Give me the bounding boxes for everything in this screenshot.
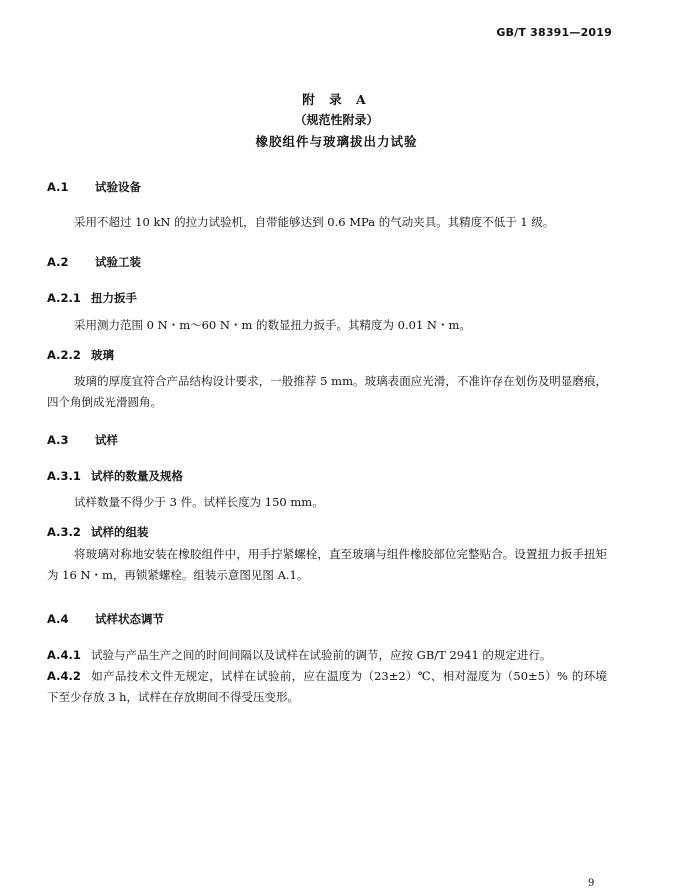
- section-title: 试验工装: [95, 255, 141, 269]
- section-heading-a22: [47, 347, 114, 363]
- paragraph-a1: 采用不超过 10 kN 的拉力试验机，自带能够达到 0.6 MPa 的气动夹具。其精度不低于 1 级。: [74, 215, 555, 229]
- section-number: A.2.1: [47, 291, 81, 305]
- section-heading-a21: [47, 290, 137, 306]
- section-title: 试样: [95, 433, 118, 447]
- section-number: A.4: [47, 612, 69, 626]
- paragraph-a22: 玻璃的厚度宜符合产品结构设计要求，一般推荐 5 mm。玻璃表面应光滑，不准许存在划伤及明显磨痕，四个角倒成光滑圆角。: [47, 374, 607, 409]
- section-number: A.3.1: [47, 469, 81, 483]
- section-heading-a31: [47, 468, 183, 484]
- section-heading-a1: [47, 179, 141, 195]
- annex-type: （规范性附录）: [294, 113, 379, 127]
- clause-text: 如产品技术文件无规定，试样在试验前，应在温度为（23±2）℃、相对湿度为（50±5）% 的环境下至少存放 3 h，试样在存放期间不得受压变形。: [47, 669, 607, 704]
- section-number: A.3.2: [47, 525, 81, 539]
- clause-text: 试验与产品生产之间的时间间隔以及试样在试验前的调节，应按 GB/T 2941 的规定进行。: [91, 648, 552, 662]
- section-title: 试样的数量及规格: [91, 469, 183, 483]
- standard-number: GB/T 38391—2019: [496, 26, 612, 39]
- paragraph-a32: 将玻璃对称地安装在橡胶组件中，用手拧紧螺栓，直至玻璃与组件橡胶部位完整贴合。设置扭力扳手扭矩为 16 N・m，再锁紧螺栓。组装示意图见图 A.1。: [47, 547, 607, 582]
- section-heading-a2: [47, 254, 141, 270]
- paragraph-a21: 采用测力范围 0 N・m～60 N・m 的数显扭力扳手。其精度为 0.01 N・m。: [74, 318, 471, 332]
- section-title: 玻璃: [91, 348, 114, 362]
- page-number: 9: [588, 878, 595, 889]
- clause-number: A.4.1: [47, 648, 81, 662]
- paragraph-a31: 试样数量不得少于 3 件。试样长度为 150 mm。: [74, 495, 324, 509]
- section-heading-a4: [47, 611, 164, 627]
- section-title: 扭力扳手: [91, 291, 137, 305]
- section-number: A.2: [47, 255, 69, 269]
- section-number: A.1: [47, 180, 69, 194]
- annex-title: 橡胶组件与玻璃拔出力试验: [255, 134, 418, 149]
- section-title: 试样的组装: [91, 525, 149, 539]
- clause-number: A.4.2: [47, 669, 81, 683]
- clause-a42: [47, 666, 607, 708]
- section-title: 试样状态调节: [95, 612, 164, 626]
- section-heading-a3: [47, 432, 118, 448]
- clause-a41: [47, 645, 607, 666]
- section-number: A.2.2: [47, 348, 81, 362]
- section-heading-a32: [47, 524, 149, 540]
- annex-label: 附 录 A: [302, 92, 371, 107]
- section-title: 试验设备: [95, 180, 141, 194]
- section-number: A.3: [47, 433, 69, 447]
